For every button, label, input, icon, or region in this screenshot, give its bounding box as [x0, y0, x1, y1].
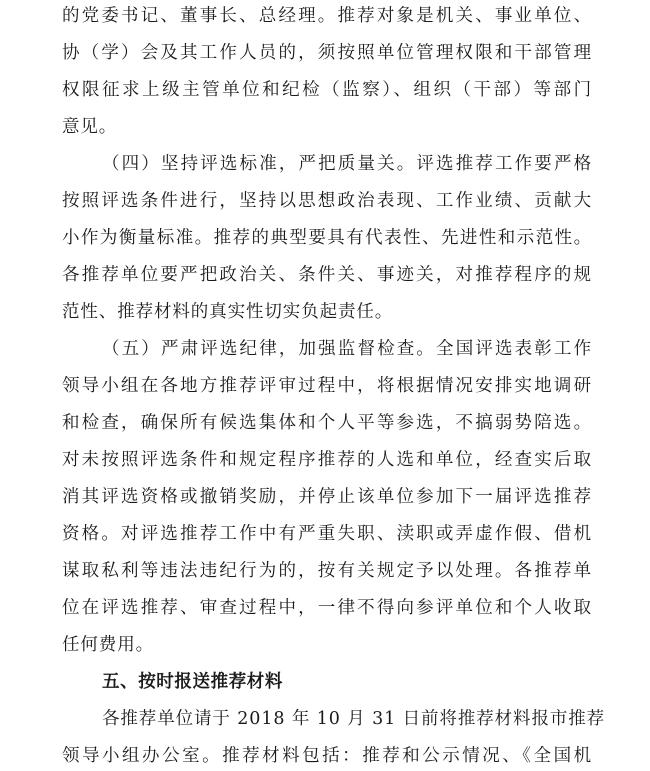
body-line: 按照评选条件进行，坚持以思想政治表现、工作业绩、贡献大: [62, 191, 592, 211]
body-line: 范性、推荐材料的真实性切实负起责任。: [62, 302, 394, 322]
section-heading: 五、按时报送推荐材料: [102, 672, 283, 692]
body-line: 的党委书记、董事长、总经理。推荐对象是机关、事业单位、: [62, 6, 592, 26]
body-line: 位在评选推荐、审查过程中，一律不得向参评单位和个人收取: [62, 598, 592, 618]
body-line: 和检查，确保所有候选集体和个人平等参选，不搞弱势陪选。: [62, 413, 592, 433]
paragraph-start-line: （四）坚持评选标准，严把质量关。评选推荐工作要严格: [102, 154, 592, 174]
body-line: 协（学）会及其工作人员的，须按照单位管理权限和干部管理: [62, 43, 592, 63]
body-line: 谋取私利等违法违纪行为的，按有关规定予以处理。各推荐单: [62, 561, 592, 581]
body-line: 权限征求上级主管单位和纪检（监察）、组织（干部）等部门: [62, 80, 592, 100]
body-line: 资格。对评选推荐工作中有严重失职、渎职或弄虚作假、借机: [62, 524, 592, 544]
body-line: 意见。: [62, 117, 118, 137]
paragraph-start-line: 各推荐单位请于 2018 年 10 月 31 日前将推荐材料报市推荐: [102, 709, 606, 729]
body-line: 消其评选资格或撤销奖励，并停止该单位参加下一届评选推荐: [62, 487, 592, 507]
body-line: 对未按照评选条件和规定程序推荐的人选和单位，经查实后取: [62, 450, 592, 470]
paragraph-start-line: （五）严肃评选纪律，加强监督检查。全国评选表彰工作: [102, 339, 592, 359]
body-line: 领导小组办公室。推荐材料包括：推荐和公示情况、《全国机: [62, 746, 592, 766]
body-line: 领导小组在各地方推荐评审过程中，将根据情况安排实地调研: [62, 376, 592, 396]
body-line: 小作为衡量标准。推荐的典型要具有代表性、先进性和示范性。: [62, 228, 592, 248]
body-line: 各推荐单位要严把政治关、条件关、事迹关，对推荐程序的规: [62, 265, 592, 285]
body-line: 任何费用。: [62, 635, 154, 655]
